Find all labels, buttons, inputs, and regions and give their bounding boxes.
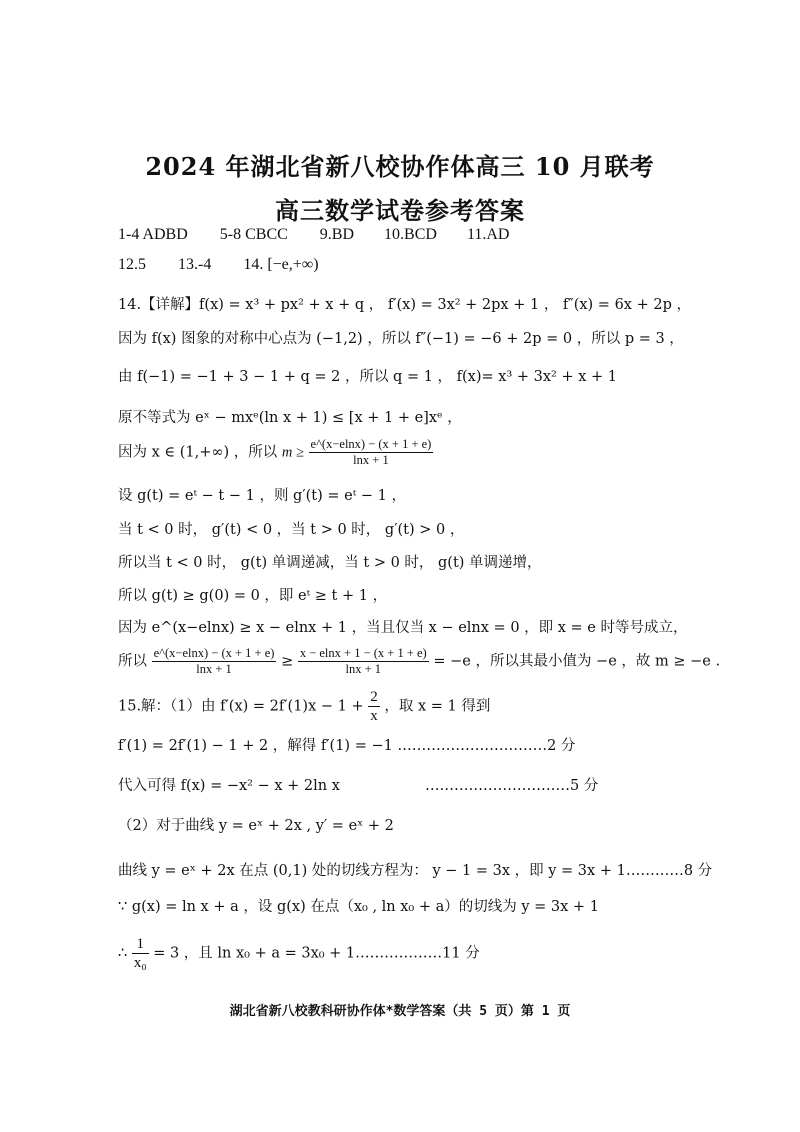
answer-row-2 <box>118 256 319 274</box>
q15-l3-score: 5 分 <box>570 778 599 794</box>
q15-l7-score: 11 分 <box>442 945 480 962</box>
q14-line-9: 因为 e^(x−elnx) ≥ x − elnx + 1 ，当且仅当 x − elnx = 0 ，即 x = e 时等号成立， <box>118 620 688 636</box>
q14-line-4: 原不等式为 eˣ − mxᵉ(ln x + 1) ≤ [x + 1 + e]xᵉ ， <box>118 410 462 426</box>
q15-l7-dots: ……………… <box>355 945 443 962</box>
q15-fraction-den: x <box>370 708 378 724</box>
q15-fraction-num: 2 <box>370 689 378 705</box>
q14-m-prefix: 因为 x ∈ (1,+∞) ，所以 <box>118 444 278 461</box>
q14-line-2: 因为 f(x) 图象的对称中心点为 (−1,2) ，所以 f″(−1) = −6 + 2p = 0 ，所以 p = 3 ， <box>118 331 684 347</box>
q14-fraction-2-den: lnx + 1 <box>345 662 382 676</box>
q14-fraction-2 <box>298 646 429 677</box>
q15-l3-dots: ………………………… <box>425 778 570 794</box>
q15-l5-dots: ………… <box>625 863 684 879</box>
page-subtitle: 高三数学试卷参考答案 <box>275 196 525 225</box>
q15-l5-text: 曲线 y = eˣ + 2x 在点 (0,1) 处的切线方程为： y − 1 = 3x ，即 y = 3x + 1 <box>118 863 626 879</box>
q14-last-suffix: = −e ，所以其最小值为 −e ，故 m ≥ −e . <box>433 653 721 670</box>
q14-last-prefix: 所以 <box>118 653 147 670</box>
q15-line-3 <box>118 777 340 795</box>
answer-12: 12.5 <box>118 256 146 273</box>
q14-line-5: 设 g(t) = eᵗ − t − 1 ，则 g′(t) = eᵗ − 1 ， <box>118 488 407 504</box>
q15-line-2 <box>118 737 575 755</box>
q14-fraction-1b-den: lnx + 1 <box>196 662 232 676</box>
answer-14: 14. [−e,+∞) <box>243 256 319 273</box>
answer-11: 11.AD <box>466 226 510 243</box>
q15-l1-suffix: ，取 x = 1 得到 <box>384 698 491 715</box>
q14-ge-sign: ≥ <box>281 653 294 670</box>
q14-fraction-1-den: lnx + 1 <box>353 453 389 467</box>
answer-10: 10.BCD <box>384 226 437 243</box>
q15-l7-suffix: = 3 ，且 ln x₀ + a = 3x₀ + 1 <box>153 945 356 962</box>
q14-fraction-2-num: x − elnx + 1 − (x + 1 + e) <box>299 646 427 660</box>
q15-fraction-2-over-x <box>368 688 380 725</box>
q14-fraction-1b-num: e^(x−elnx) − (x + 1 + e) <box>153 646 275 660</box>
q15-line-1 <box>118 688 490 725</box>
answer-9: 9.BD <box>319 226 355 243</box>
q14-line-3: 由 f(−1) = −1 + 3 − 1 + q = 2 ，所以 q = 1 ， f(x)= x³ + 3x² + x + 1 <box>118 369 617 385</box>
q15-l2-dots: ………………………… <box>402 738 548 754</box>
q14-line-m <box>118 437 433 468</box>
q14-fraction-1 <box>309 437 434 468</box>
q14-m-ge: m ≥ <box>281 444 304 461</box>
answer-13: 13.-4 <box>178 256 212 273</box>
q15-l1-prefix: 15.解：（1）由 f′(x) = 2f′(1)x − 1 + <box>118 698 364 715</box>
answer-row-1 <box>118 226 509 244</box>
q15-l5-score: 8 分 <box>683 863 713 879</box>
q15-l7-fraction-den: x₀ <box>133 955 147 971</box>
q14-line-1: 14.【详解】f(x) = x³ + px² + x + q ， f′(x) = 3x² + 2px + 1 ， f″(x) = 6x + 2p ， <box>118 297 691 313</box>
q15-line-4: （2）对于曲线 y = eˣ + 2x , y′ = eˣ + 2 <box>118 818 394 834</box>
q15-line-7 <box>118 935 480 972</box>
answer-1-4: 1-4 ADBD <box>118 226 188 243</box>
page-footer: 湖北省新八校教科研协作体*数学答案（共 5 页）第 1 页 <box>229 1004 571 1019</box>
q15-l3-text: 代入可得 f(x) = −x² − x + 2ln x <box>118 778 340 794</box>
q15-line-6: ∵ g(x) = ln x + a ，设 g(x) 在点（x₀ , ln x₀ + a）的切线为 y = 3x + 1 <box>118 899 599 915</box>
q15-l7-prefix: ∴ <box>118 945 128 962</box>
q15-l2-text: f′(1) = 2f′(1) − 1 + 2 ，解得 f′(1) = −1 . <box>118 738 403 754</box>
q14-fraction-1-num: e^(x−elnx) − (x + 1 + e) <box>310 437 432 451</box>
q14-line-last <box>118 646 720 677</box>
q15-fraction-1-over-x0 <box>132 935 149 972</box>
q15-line-3-score <box>425 777 598 795</box>
q14-line-6: 当 t < 0 时， g′(t) < 0 ，当 t > 0 时， g′(t) > 0 ， <box>118 522 465 538</box>
q15-line-5 <box>118 862 712 880</box>
page-title: 2024 年湖北省新八校协作体高三 10 月联考 <box>145 152 655 181</box>
answer-5-8: 5-8 CBCC <box>219 226 288 243</box>
q15-l7-fraction-num: 1 <box>132 935 149 954</box>
q15-l2-score: 2 分 <box>547 738 576 754</box>
q14-line-8: 所以 g(t) ≥ g(0) = 0 ，即 eᵗ ≥ t + 1 ， <box>118 588 388 604</box>
q14-fraction-1b <box>152 646 277 677</box>
q14-line-7: 所以当 t < 0 时， g(t) 单调递减，当 t > 0 时， g(t) 单调递增， <box>118 555 542 571</box>
